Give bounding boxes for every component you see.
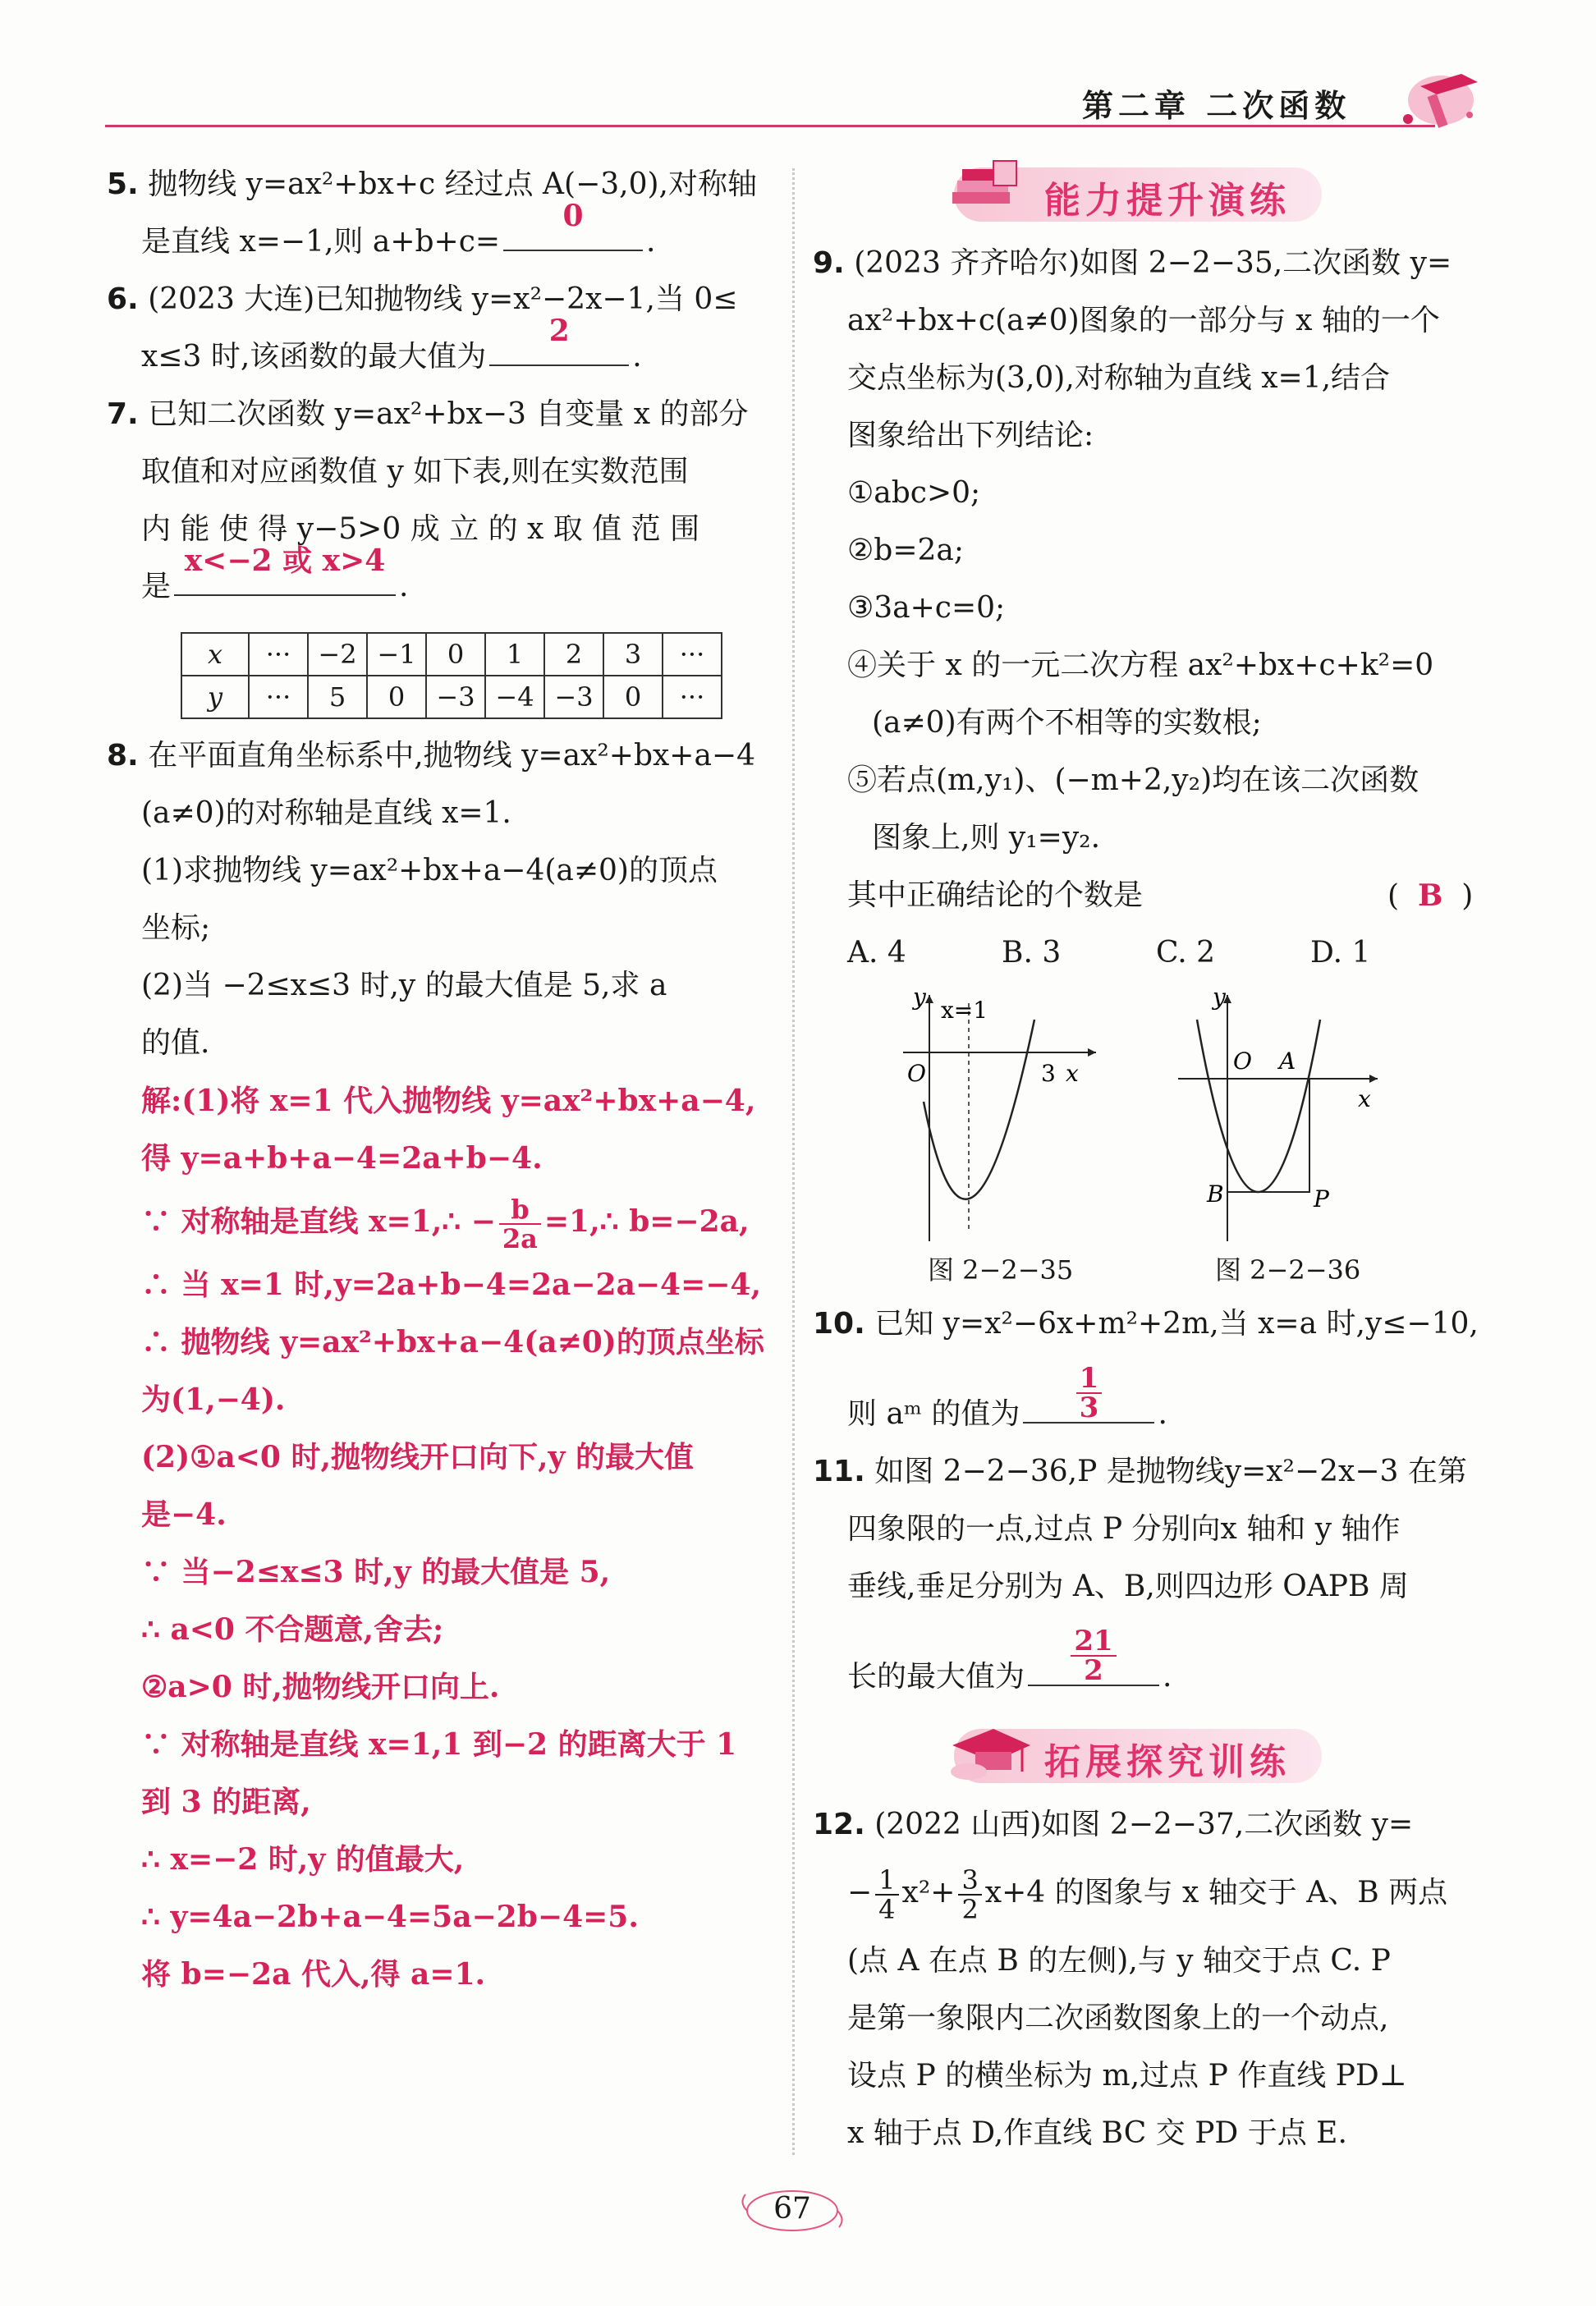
x-axis-arrow — [1088, 1048, 1096, 1057]
question-text: x≤3 时,该函数的最大值为 — [141, 340, 487, 374]
question-text: 是第一象限内二次函数图象上的一个动点, — [847, 2001, 1389, 2035]
solution-line: ∵ 当−2≤x≤3 时,y 的最大值是 5, — [141, 1555, 611, 1589]
question-text: 已知 y=x²−6x+m²+2m,当 x=a 时,y≤−10, — [874, 1307, 1479, 1341]
y-label: y — [913, 987, 926, 1011]
question-text: x²+ — [901, 1876, 956, 1909]
left-column — [107, 156, 772, 2003]
fraction-denominator: 3 — [1079, 1391, 1099, 1424]
fraction-numerator: 21 — [1071, 1627, 1116, 1657]
origin-label: O — [1233, 1048, 1252, 1075]
question-text: 是 — [141, 570, 172, 603]
solution-line: ∴ a<0 不合题意,舍去; — [141, 1612, 444, 1647]
question-number: 8. — [107, 739, 139, 772]
section-title: 拓展探究训练 — [1044, 1741, 1291, 1783]
answer-blank — [1023, 1362, 1154, 1424]
question-text: 则 aᵐ 的值为 — [847, 1397, 1020, 1431]
solution-line: 得 y=a+b+a−4=2a+b−4. — [141, 1141, 543, 1176]
pencil-graduation-icon — [1387, 57, 1486, 140]
table-cell: −2 — [308, 633, 367, 676]
solution-line: (2)①a<0 时,抛物线开口向下,y 的最大值 — [141, 1440, 694, 1474]
question-text: 已知二次函数 y=ax²+bx−3 自变量 x 的部分 — [148, 397, 749, 431]
point-a-label: A — [1279, 1048, 1296, 1075]
table-row-x — [181, 633, 722, 676]
table-cell: x — [181, 633, 249, 676]
question-text: x 轴于点 D,作直线 BC 交 PD 于点 E. — [847, 2116, 1347, 2150]
question-text: 设点 P 的横坐标为 m,过点 P 作直线 PD⊥ — [847, 2059, 1407, 2093]
figure-2-2-35 — [895, 987, 1108, 1249]
symmetry-label: x=1 — [941, 997, 988, 1024]
solution-line: ∴ 当 x=1 时,y=2a+b−4=2a−2a−4=−4, — [141, 1268, 762, 1302]
answer-blank — [503, 199, 643, 251]
solution-line: 到 3 的距离, — [141, 1785, 311, 1819]
answer-blank — [174, 543, 396, 596]
question-5 — [107, 156, 772, 271]
solution-line: ∴ y=4a−2b+a−4=5a−2b−4=5. — [141, 1900, 639, 1934]
value-table — [181, 632, 722, 719]
punctuation: . — [646, 225, 656, 259]
conclusion-item: ⑤若点(m,y₁)、(−m+2,y₂)均在该二次函数 — [847, 763, 1419, 797]
table-cell: 0 — [367, 676, 426, 718]
table-cell: 1 — [485, 633, 544, 676]
question-text: 的值. — [141, 1026, 210, 1060]
solution-line: 为(1,−4). — [141, 1382, 286, 1417]
point-b-label: B — [1207, 1181, 1224, 1208]
question-text: − — [847, 1876, 873, 1909]
table-cell: −3 — [426, 676, 485, 718]
table-cell: −4 — [485, 676, 544, 718]
header-rule — [105, 125, 1435, 127]
y-axis-arrow — [925, 995, 933, 1003]
choice-bracket — [1387, 867, 1473, 925]
answer-blank — [1028, 1625, 1159, 1687]
question-text: (点 A 在点 B 的左侧),与 y 轴交于点 C. P — [847, 1944, 1391, 1978]
question-text: 交点坐标为(3,0),对称轴为直线 x=1,结合 — [847, 361, 1391, 395]
solution-line: ∵ 对称轴是直线 x=1,1 到−2 的距离大于 1 — [141, 1727, 737, 1762]
figure-caption: 图 2−2−36 — [1215, 1254, 1361, 1286]
fraction-numerator: 3 — [958, 1866, 981, 1896]
figure-2-2-36 — [1174, 987, 1396, 1249]
options-row — [813, 924, 1478, 982]
table-cell: 3 — [603, 633, 663, 676]
question-number: 12. — [813, 1808, 865, 1841]
question-text: 四象限的一点,过点 P 分别向x 轴和 y 轴作 — [847, 1512, 1401, 1546]
table-row-y — [181, 676, 722, 718]
table-cell: 0 — [603, 676, 663, 718]
bracket-right: ) — [1461, 879, 1474, 913]
page-number: 67 — [773, 2192, 811, 2226]
conclusion-item: ①abc>0; — [847, 476, 981, 510]
question-number: 10. — [813, 1307, 865, 1341]
answer-text: 0 — [562, 199, 584, 233]
option-d: D. 1 — [1310, 936, 1371, 970]
solution-line: 解:(1)将 x=1 代入抛物线 y=ax²+bx+a−4, — [141, 1084, 756, 1118]
fraction-numerator: b — [499, 1195, 541, 1225]
question-text: 如图 2−2−36,P 是抛物线y=x²−2x−3 在第 — [874, 1455, 1467, 1488]
conclusion-item: ④关于 x 的一元二次方程 ax²+bx+c+k²=0 — [847, 649, 1434, 682]
question-text: 垂线,垂足分别为 A、B,则四边形 OAPB 周 — [847, 1570, 1409, 1603]
solution-line: ∴ x=−2 时,y 的值最大, — [141, 1842, 465, 1877]
chapter-label: 第二章 二次函数 — [1082, 88, 1351, 124]
question-text: 是直线 x=−1,则 a+b+c= — [141, 225, 501, 259]
page-number-badge — [731, 2182, 854, 2240]
punctuation: . — [632, 340, 642, 374]
table-cell: ··· — [663, 676, 722, 718]
conclusion-item: 图象上,则 y₁=y₂. — [872, 821, 1101, 855]
right-column — [813, 156, 1478, 2162]
question-11 — [813, 1443, 1478, 1706]
question-text: 在平面直角坐标系中,抛物线 y=ax²+bx+a−4 — [148, 739, 755, 772]
answer-fraction — [1023, 1362, 1154, 1422]
solution-line: 是−4. — [141, 1497, 227, 1532]
conclusion-item: ③3a+c=0; — [847, 591, 1006, 625]
question-text: (2023 大连)已知抛物线 y=x²−2x−1,当 0≤ — [148, 282, 738, 316]
question-text: (2022 山西)如图 2−2−37,二次函数 y= — [874, 1808, 1414, 1841]
graduation-cap-icon — [944, 1721, 1034, 1786]
fraction-numerator: 1 — [1076, 1364, 1103, 1394]
x-axis-arrow — [1369, 1075, 1378, 1083]
punctuation: . — [1163, 1660, 1172, 1694]
section-banner-ability — [813, 156, 1478, 230]
option-c: C. 2 — [1156, 936, 1216, 970]
question-text: (2)当 −2≤x≤3 时,y 的最大值是 5,求 a — [141, 969, 667, 1002]
question-text: ax²+bx+c(a≠0)图象的一部分与 x 轴的一个 — [847, 304, 1440, 337]
figure-caption: 图 2−2−35 — [928, 1254, 1074, 1286]
section-banner-extension — [813, 1717, 1478, 1791]
table-cell: 5 — [308, 676, 367, 718]
fraction-denominator: 2 — [961, 1894, 979, 1925]
question-8 — [107, 727, 772, 1072]
fraction — [875, 1866, 898, 1923]
page-header — [0, 0, 1596, 140]
solution-text: ∵ 对称轴是直线 x=1,∴ − — [141, 1204, 496, 1239]
question-text: (1)求抛物线 y=ax²+bx+a−4(a≠0)的顶点 — [141, 854, 718, 887]
option-a: A. 4 — [847, 936, 906, 970]
table-cell: 0 — [426, 633, 485, 676]
point-p-label: P — [1314, 1185, 1329, 1213]
question-text: (2023 齐齐哈尔)如图 2−2−35,二次函数 y= — [854, 246, 1452, 280]
books-icon — [944, 159, 1034, 225]
tick-label-3: 3 — [1041, 1060, 1056, 1087]
solution-line — [141, 1187, 772, 1256]
question-number: 9. — [813, 246, 845, 280]
question-number: 6. — [107, 282, 139, 316]
fraction-denominator: 2a — [502, 1223, 538, 1254]
fraction-denominator: 4 — [878, 1894, 896, 1925]
solution-text: =1,∴ b=−2a, — [543, 1204, 750, 1239]
solution-line: ∴ 抛物线 y=ax²+bx+a−4(a≠0)的顶点坐标 — [141, 1325, 764, 1359]
table-cell: −3 — [544, 676, 603, 718]
y-label: y — [1213, 987, 1226, 1011]
table-cell: ··· — [249, 633, 308, 676]
answer-fraction — [1028, 1625, 1159, 1685]
solution-block — [107, 1072, 772, 2003]
table-cell: ··· — [249, 676, 308, 718]
question-text: 内 能 使 得 y−5>0 成 立 的 x 取 值 范 围 — [141, 512, 700, 546]
question-text: 图象给出下列结论: — [847, 419, 1094, 452]
table-cell: ··· — [663, 633, 722, 676]
parabola — [1197, 1020, 1320, 1192]
question-text: (a≠0)的对称轴是直线 x=1. — [141, 796, 511, 830]
fraction — [499, 1195, 541, 1253]
fraction-numerator: 1 — [875, 1866, 898, 1896]
conclusion-item: ②b=2a; — [847, 534, 964, 567]
question-number: 5. — [107, 167, 139, 201]
bracket-left: ( — [1387, 879, 1400, 913]
question-text: x+4 的图象与 x 轴交于 A、B 两点 — [984, 1876, 1448, 1909]
x-label: x — [1066, 1060, 1079, 1087]
punctuation: . — [399, 570, 409, 603]
question-number: 7. — [107, 397, 139, 431]
question-text: 坐标; — [141, 911, 211, 945]
question-text: 抛物线 y=ax²+bx+c 经过点 A(−3,0),对称轴 — [148, 167, 758, 201]
question-10 — [813, 1295, 1478, 1443]
answer-text: 2 — [548, 314, 570, 348]
answer-text: x<−2 或 x>4 — [184, 543, 386, 578]
solution-line: ②a>0 时,抛物线开口向上. — [141, 1670, 500, 1704]
punctuation: . — [1158, 1397, 1167, 1431]
question-7 — [107, 386, 772, 719]
fraction — [958, 1866, 981, 1923]
figures-row — [813, 987, 1478, 1286]
fraction-denominator: 2 — [1084, 1654, 1103, 1687]
question-12 — [813, 1796, 1478, 2162]
column-divider — [792, 168, 795, 2155]
question-text: 其中正确结论的个数是 — [847, 878, 1144, 912]
solution-line: 将 b=−2a 代入,得 a=1. — [141, 1957, 486, 1992]
question-9 — [813, 235, 1478, 1286]
table-cell: y — [181, 676, 249, 718]
table-cell: −1 — [367, 633, 426, 676]
x-label: x — [1358, 1085, 1371, 1112]
question-text: 取值和对应函数值 y 如下表,则在实数范围 — [141, 455, 689, 488]
conclusion-item: (a≠0)有两个不相等的实数根; — [872, 706, 1262, 740]
answer-blank — [489, 314, 629, 366]
choice-answer: B — [1417, 878, 1443, 913]
parabola — [924, 1020, 1034, 1199]
option-b: B. 3 — [1002, 936, 1062, 970]
table-cell: 2 — [544, 633, 603, 676]
question-6 — [107, 271, 772, 386]
question-number: 11. — [813, 1455, 865, 1488]
origin-label: O — [907, 1060, 926, 1087]
question-ask — [813, 867, 1478, 924]
section-title: 能力提升演练 — [1044, 180, 1291, 222]
question-text: 长的最大值为 — [847, 1660, 1025, 1694]
